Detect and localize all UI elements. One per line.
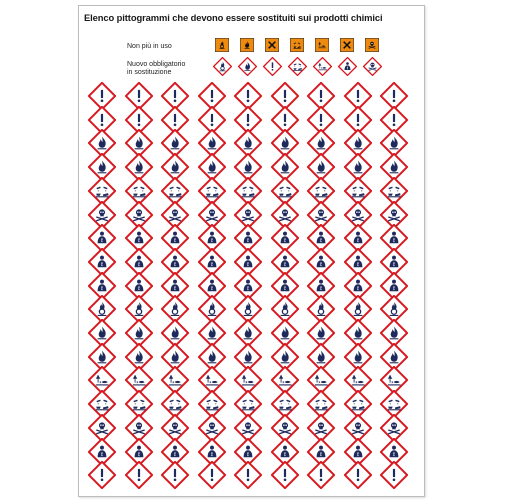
exclamation-icon <box>380 461 408 489</box>
sheet-title: Elenco pittogrammi che devono essere sostituiti sui prodotti chimici <box>84 12 383 23</box>
corrosion-old-icon <box>290 38 304 52</box>
environment-icon <box>313 57 332 76</box>
flame-over-circle-icon <box>213 57 232 76</box>
corrosion-icon <box>288 57 307 76</box>
environment-old-icon <box>315 38 329 52</box>
skull-old-icon <box>365 38 379 52</box>
exclamation-icon <box>161 461 189 489</box>
exclamation-icon <box>271 461 299 489</box>
pictogram-sheet <box>78 5 425 497</box>
exclamation-icon <box>198 461 226 489</box>
exclamation-icon <box>125 461 153 489</box>
cross-old-icon <box>340 38 354 52</box>
flame-icon <box>238 57 257 76</box>
flame-old-icon <box>240 38 254 52</box>
exclamation-icon <box>88 461 116 489</box>
legend-old-label: Non più in uso <box>127 43 172 50</box>
exclamation-icon <box>344 461 372 489</box>
exclamation-icon <box>234 461 262 489</box>
skull-icon <box>363 57 382 76</box>
legend-new-label: Nuovo obbligatorio in sostituzione <box>127 61 186 76</box>
exclamation-icon <box>307 461 335 489</box>
exclamation-icon <box>263 57 282 76</box>
flame-over-circle-old-icon <box>215 38 229 52</box>
health-hazard-icon <box>338 57 357 76</box>
cross-old-icon <box>265 38 279 52</box>
